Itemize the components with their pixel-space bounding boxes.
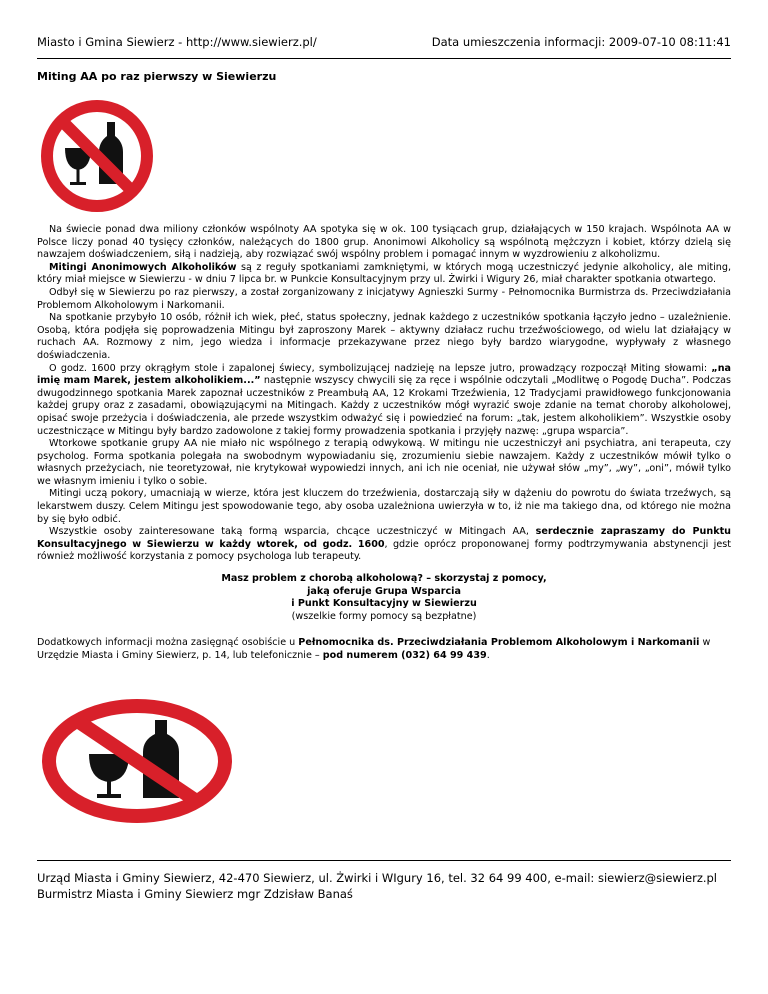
- footer-address: Urząd Miasta i Gminy Siewierz, 42-470 Siewierz, ul. Żwirki i WIgury 16, tel. 32 64 99 400, e-mail: siewierz@siewierz.pl: [37, 871, 718, 885]
- article-body: [37, 224, 731, 564]
- paragraph-text: O godz. 1600 przy okrągłym stole i zapalonej świecy, symbolizującej nadzieję na lepsze jutro, prowadzący rozpoczął Miting słowami:: [49, 362, 712, 374]
- paragraph: Mitingi uczą pokory, umacniają w wierze, która jest kluczem do trzeźwienia, dostarczają siły w dążeniu do powrotu do świata trzeźwych, są lekarstwem duszy. Celem Mitingu jest spowodowanie tego, aby osoba uzależniona uwierzyła w to, iż nie ma takiego dna, od którego nie można by się było odbić.: [37, 488, 731, 525]
- help-callout: [37, 573, 731, 623]
- paragraph: Wtorkowe spotkanie grupy AA nie miało nic wspólnego z terapią odwykową. W mitingu nie uczestniczył ani psychiatra, ani terapeuta, czy psycholog. Forma spotkania polegała na swobodnym wypowiadaniu się, zrozumieniu siebie nawzajem. Każdy z uczestników mówił tylko o własnych przeżyciach, nie teoretyzował, nie krytykował wypowiedzi innych, ani ich nie oceniał, nie używał słów „my”, „wy”, „oni”, mówił tylko we własnym imieniu i tylko o sobie.: [37, 438, 731, 487]
- callout-line: i Punkt Konsultacyjny w Siewierzu: [291, 598, 477, 610]
- paragraph: Na spotkanie przybyło 10 osób, różnił ich wiek, płeć, status społeczny, jednak każdego z uczestników spotkania łączyło jedno – uzależnienie. Osobą, która podjęła się poprowadzenia Mitingu był zaproszony Marek – aktywny działacz ruchu trzeźwościowego, od wielu lat działający w ruchach AA. Rozmowy z nim, jego wiedza i informacje przekazywane przez niego były bardzo wiarygodne, wypływały z własnego doświadczenia.: [37, 312, 731, 361]
- bold-text: serdecznie zapraszamy do Punktu Konsultacyjnego w Siewierzu w każdy wtorek, od godz. 1600: [37, 526, 731, 550]
- paragraph-text: Wszystkie osoby zainteresowane taką formą wsparcia, chcące uczestniczyć w Mitingach AA,: [49, 526, 536, 538]
- paragraph: [37, 363, 731, 439]
- contact-info: [37, 637, 731, 662]
- paragraph: Odbył się w Siewierzu po raz pierwszy, a został zorganizowany z inicjatywy Agnieszki Surmy - Pełnomocnika Burmistrza ds. Przeciwdziałania Problemom Alkoholowym i Narkomanii.: [37, 286, 731, 311]
- header-site: Miasto i Gmina Siewierz - http://www.siewierz.pl/: [37, 35, 317, 49]
- footer-divider: [37, 860, 731, 861]
- contact-text: .: [486, 649, 490, 661]
- paragraph-text: następnie wszyscy chwycili się za ręce i wspólnie odczytali „Modlitwę o Pogodę Ducha”. Podczas dwugodzinnego spotkania Marek zapoznał uczestników z Preambułą AA, 12 Krokami Trzeźwienia, 12 Tradycjami prawidłowego funkcjonowania każdej grupy oraz z zasadami, obowiązującymi na Mitingach. Każdy z uczestników mógł wyrazić swoje zdanie na temat choroby alkoholowej, opisać swoje przeżycia i doświadczenia, ale przede wszystkim odważyć się i powiedzieć na forum: „tak, jestem alkoholikiem”. Wszystkie osoby uczestniczące w Mitingu były bardzo zadowolone z takiej formy prowadzenia spotkania i przyjęły nazwę: „grupa wsparcia”.: [37, 375, 731, 437]
- no-alcohol-icon: [37, 96, 157, 216]
- contact-text: Dodatkowych informacji można zasięgnąć osobiście u: [37, 637, 299, 648]
- no-alcohol-icon: [37, 696, 237, 826]
- callout-note: (wszelkie formy pomocy są bezpłatne): [291, 610, 477, 622]
- paragraph: [37, 526, 731, 564]
- bold-text: „na imię mam Marek, jestem alkoholikiem...”: [37, 362, 731, 387]
- footer-mayor: Burmistrz Miasta i Gminy Siewierz mgr Zdzisław Banaś: [37, 887, 353, 901]
- page-footer: [37, 870, 731, 902]
- header-date: Data umieszczenia informacji: 2009-07-10 08:11:41: [431, 35, 731, 49]
- page-header: [37, 35, 731, 49]
- callout-line: Masz problem z chorobą alkoholową? – skorzystaj z pomocy,: [221, 573, 547, 584]
- header-divider: [37, 58, 731, 59]
- page-title: Miting AA po raz pierwszy w Siewierzu: [37, 70, 277, 83]
- phone-number: pod numerem (032) 64 99 439: [322, 649, 487, 661]
- bold-text: Mitingi Anonimowych Alkoholików: [49, 261, 237, 273]
- bold-text: Pełnomocnika ds. Przeciwdziałania Problemom Alkoholowym i Narkomanii: [298, 637, 700, 648]
- paragraph-text: są z reguły spotkaniami zamkniętymi, w których mogą uczestniczyć jedynie alkoholicy, ale miting, który miał miejsce w Siewierzu - w dniu 7 lipca br. w Punkcie Konsultacyjnym przy ul. Żwirki i Wigury 26, miał charakter spotkania otwartego.: [37, 261, 732, 286]
- callout-line: jaką oferuje Grupa Wsparcia: [307, 585, 461, 597]
- paragraph: [37, 262, 731, 287]
- contact-text: w Urzędzie Miasta i Gminy Siewierz, p. 14, lub telefonicznie –: [37, 637, 711, 661]
- paragraph-text: , gdzie oprócz proponowanej formy podtrzymywania abstynencji jest również możliwość korzystania z pomocy psychologa lub terapeuty.: [37, 538, 731, 563]
- paragraph: Na świecie ponad dwa miliony członków wspólnoty AA spotyka się w ok. 100 tysiącach grup, działających w 150 krajach. Wspólnota AA w Polsce liczy ponad 40 tysięcy członków, należących do 1800 grup. Anonimowi Alkoholicy są wspólnotą mężczyzn i kobiet, którzy dzielą się nawzajem doświadczeniem, siłą i nadzieją, aby rozwiązać swój wspólny problem i pomagać innym w wyzdrowieniu z alkoholizmu.: [37, 224, 731, 261]
